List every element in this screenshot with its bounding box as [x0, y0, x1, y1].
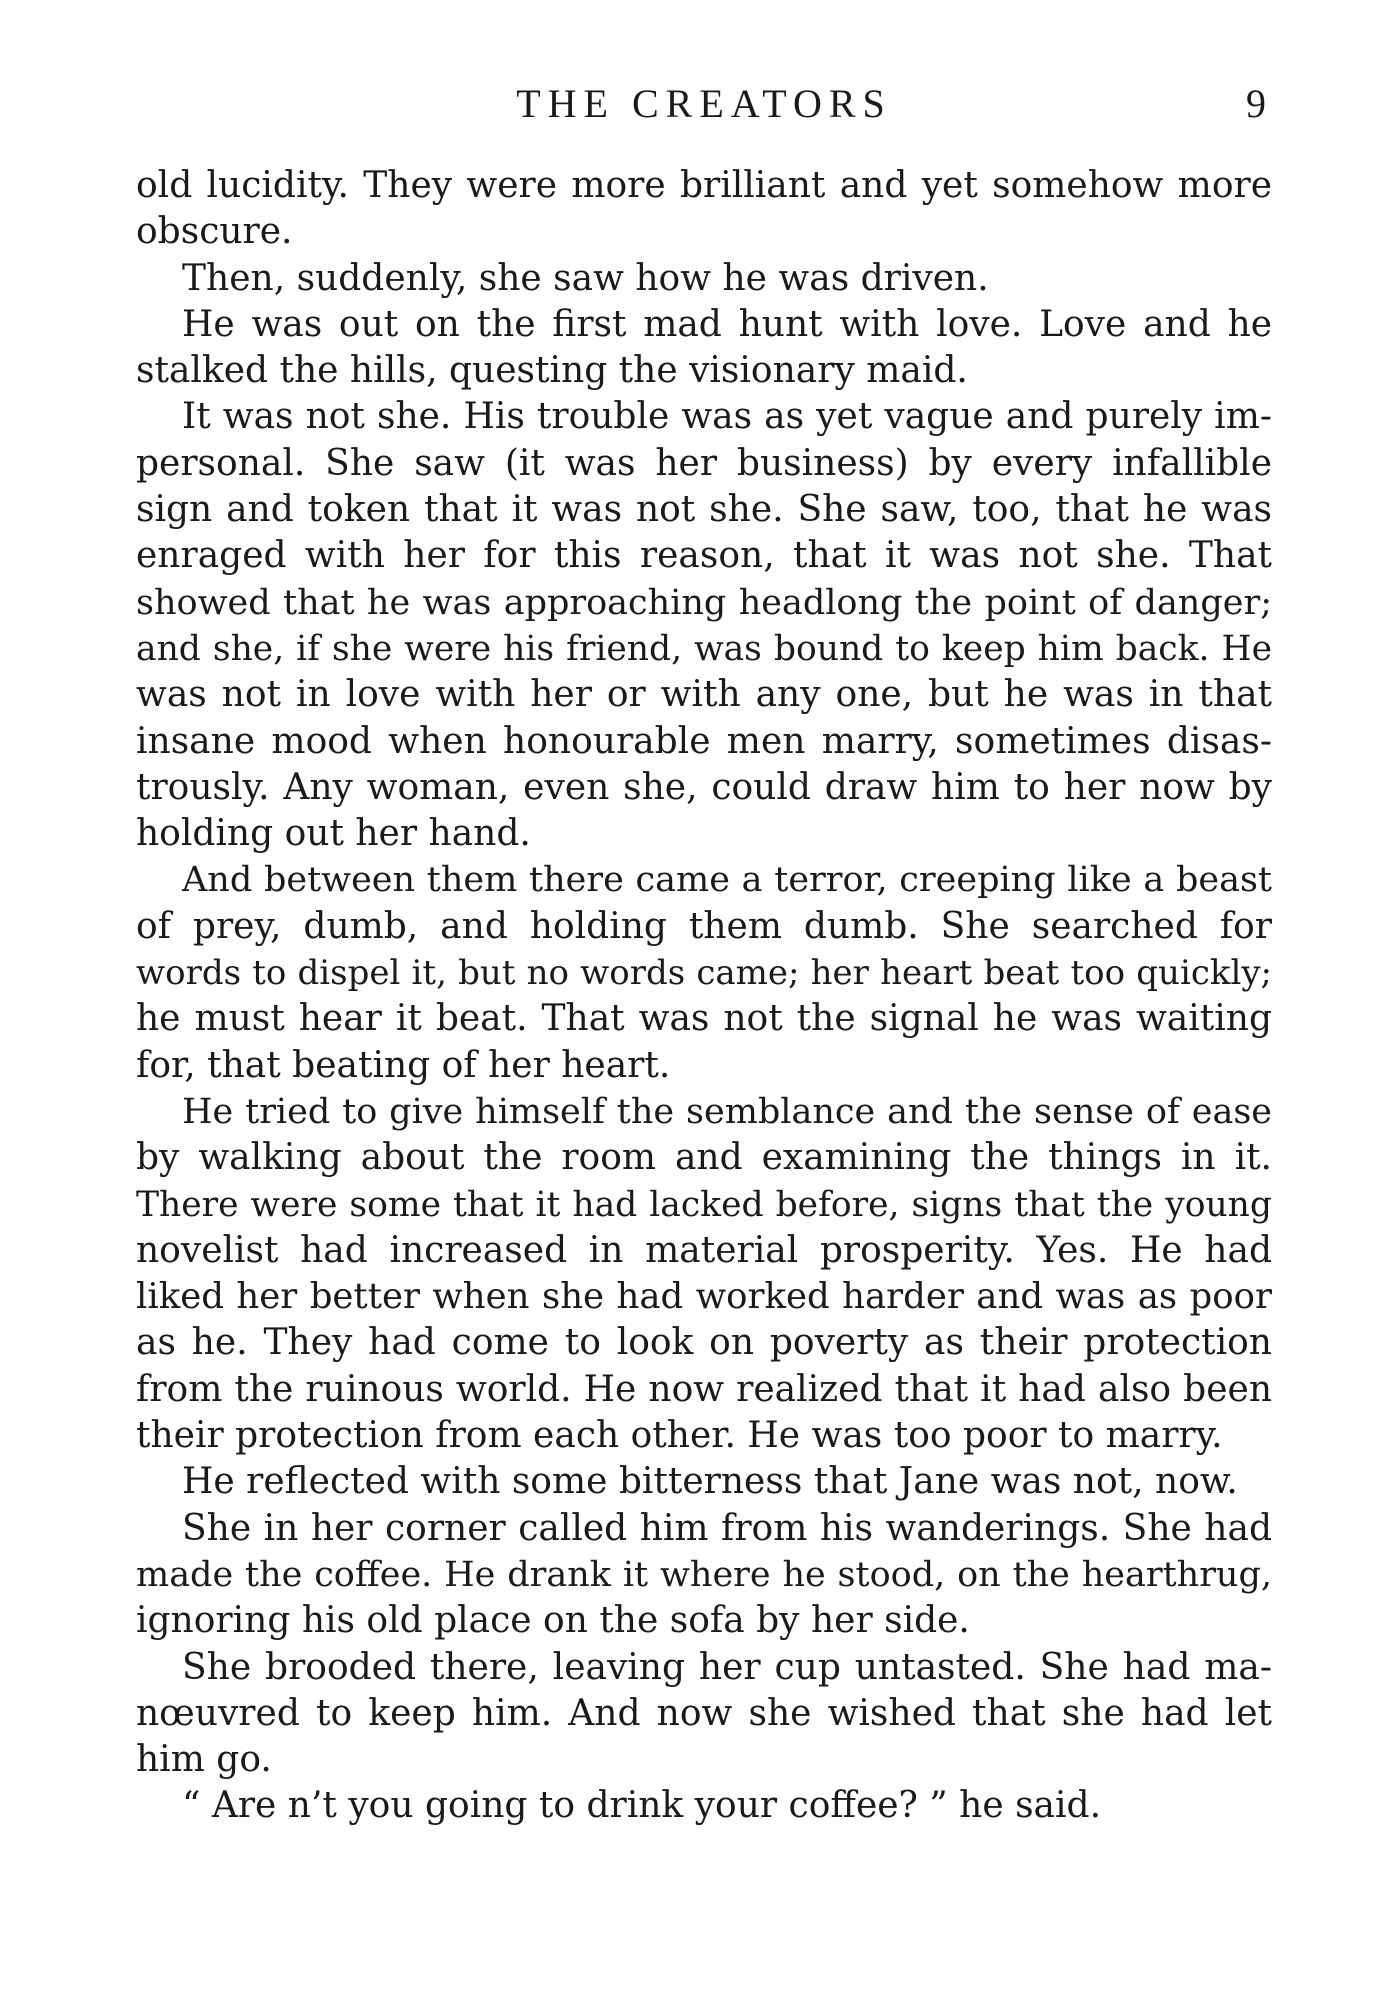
text-line: She brooded there, leaving her cup untasted. She had ma- [182, 1646, 1272, 1688]
text-line: old lucidity. They were more brilliant and yet somehow more [136, 165, 1272, 206]
text-line: enraged with her for this reason, that it was not she. That [136, 535, 1272, 577]
text-line: made the coffee. He drank it where he stood, on the hearthrug, [136, 1554, 1272, 1595]
text-line: novelist had increased in material prosperity. Yes. He had [136, 1229, 1272, 1271]
text-line: He tried to give himself the semblance and the sense of ease [182, 1091, 1272, 1132]
text-line: obscure. [136, 211, 293, 253]
text-line: He reflected with some bitterness that Jane was not, now. [182, 1461, 1238, 1503]
text-line: he must hear it beat. That was not the signal he was waiting [136, 998, 1272, 1040]
running-title: THE CREATORS [516, 81, 892, 126]
text-line: liked her better when she had worked harder and was as poor [136, 1276, 1272, 1318]
text-line: by walking about the room and examining the things in it. [136, 1137, 1272, 1179]
text-line: There were some that it had lacked before, signs that the young [136, 1184, 1272, 1225]
text-line: sign and token that it was not she. She saw, too, that he was [136, 489, 1272, 531]
text-line: stalked the hills, questing the visionary maid. [136, 350, 968, 392]
text-line: as he. They had come to look on poverty as their protection [136, 1322, 1272, 1364]
text-line: him go. [136, 1739, 272, 1781]
text-line: showed that he was approaching headlong the point of danger; [136, 582, 1272, 623]
text-line: words to dispel it, but no words came; her heart beat too quickly; [136, 953, 1272, 994]
text-line: from the ruinous world. He now realized that it had also been [136, 1368, 1272, 1410]
text-line: It was not she. His trouble was as yet vague and purely im- [182, 396, 1272, 438]
text-line: He was out on the first mad hunt with love. Love and he [182, 303, 1272, 345]
running-header [136, 78, 1272, 130]
text-line: She in her corner called him from his wanderings. She had [182, 1507, 1272, 1549]
text-line: And between them there came a terror, creeping like a beast [182, 860, 1272, 901]
text-line: nœuvred to keep him. And now she wished that she had let [136, 1692, 1272, 1734]
text-line: “ Are n’t you going to drink your coffee? ” he said. [182, 1785, 1102, 1827]
text-line: insane mood when honourable men marry, sometimes disas- [136, 720, 1272, 762]
body-text [136, 163, 1272, 1830]
text-line: for, that beating of her heart. [136, 1044, 671, 1086]
page-number: 9 [1246, 81, 1266, 126]
text-line: their protection from each other. He was too poor to marry. [136, 1415, 1223, 1457]
text-line: and she, if she were his friend, was bound to keep him back. He [136, 628, 1272, 669]
text-line: of prey, dumb, and holding them dumb. She searched for [136, 905, 1272, 947]
text-line: was not in love with her or with any one, but he was in that [136, 674, 1272, 716]
text-line: trously. Any woman, even she, could draw him to her now by [136, 766, 1272, 808]
text-line: ignoring his old place on the sofa by her side. [136, 1600, 970, 1642]
text-line: holding out her hand. [136, 813, 531, 855]
text-line: Then, suddenly, she saw how he was driven. [182, 257, 989, 299]
text-line: personal. She saw (it was her business) by every infallible [136, 442, 1272, 484]
